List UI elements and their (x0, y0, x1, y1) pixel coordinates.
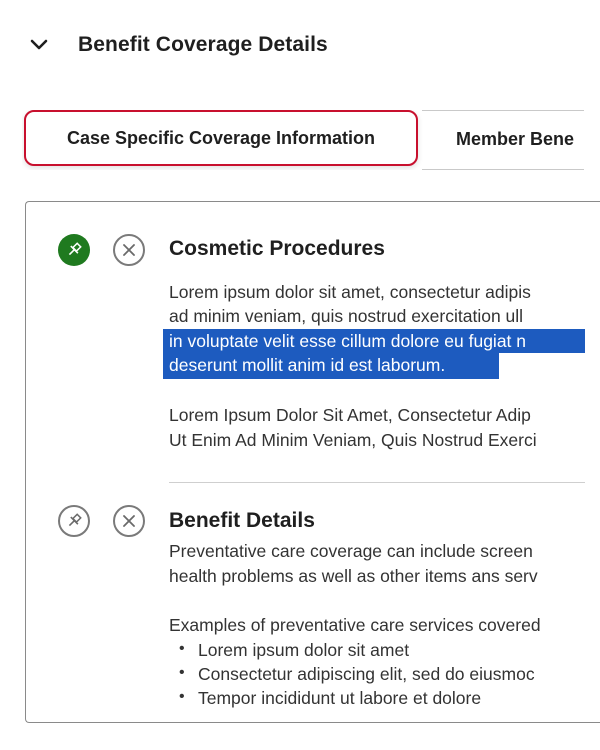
bullet-marker: • (179, 640, 185, 657)
section-title: Benefit Coverage Details (78, 33, 328, 56)
item-title-cosmetic-procedures: Cosmetic Procedures (169, 237, 385, 260)
list-item: Lorem ipsum dolor sit amet (198, 640, 410, 660)
coverage-tabs (22, 110, 584, 170)
item-text-line: Lorem Ipsum Dolor Sit Amet, Consectetur Adip (169, 405, 531, 425)
item-text-line: Ut Enim Ad Minim Veniam, Quis Nostrud Exerci (169, 430, 537, 450)
tab-member-benefits[interactable]: Member Bene (456, 128, 575, 149)
selected-text-line: in voluptate velit esse cillum dolore eu fugiat n (169, 331, 527, 351)
chevron-down-icon[interactable] (28, 34, 50, 56)
item-text-line: ad minim veniam, quis nostrud exercitation ull (169, 306, 524, 326)
item-text-line: Lorem ipsum dolor sit amet, consectetur adipis (169, 282, 531, 302)
list-item: Consectetur adipiscing elit, sed do eiusmoc (198, 664, 535, 684)
item-divider (169, 482, 585, 483)
remove-icon[interactable] (113, 234, 145, 266)
bullet-marker: • (179, 688, 185, 705)
list-intro: Examples of preventative care services covered (169, 615, 541, 635)
item-title-benefit-details: Benefit Details (169, 509, 315, 532)
item-text-line: Preventative care coverage can include screen (169, 541, 533, 561)
tab-divider-bottom (422, 169, 584, 170)
selected-text-line: deserunt mollit anim id est laborum. (169, 355, 446, 375)
list-item: Tempor incididunt ut labore et dolore (198, 688, 482, 708)
tab-case-specific-coverage[interactable]: Case Specific Coverage Information (24, 110, 418, 166)
pin-icon[interactable] (58, 234, 90, 266)
remove-icon[interactable] (113, 505, 145, 537)
bullet-marker: • (179, 664, 185, 681)
pin-icon[interactable] (58, 505, 90, 537)
coverage-card (25, 201, 600, 723)
benefit-coverage-header[interactable] (28, 28, 328, 62)
item-text-line: health problems as well as other items ans serv (169, 566, 538, 586)
